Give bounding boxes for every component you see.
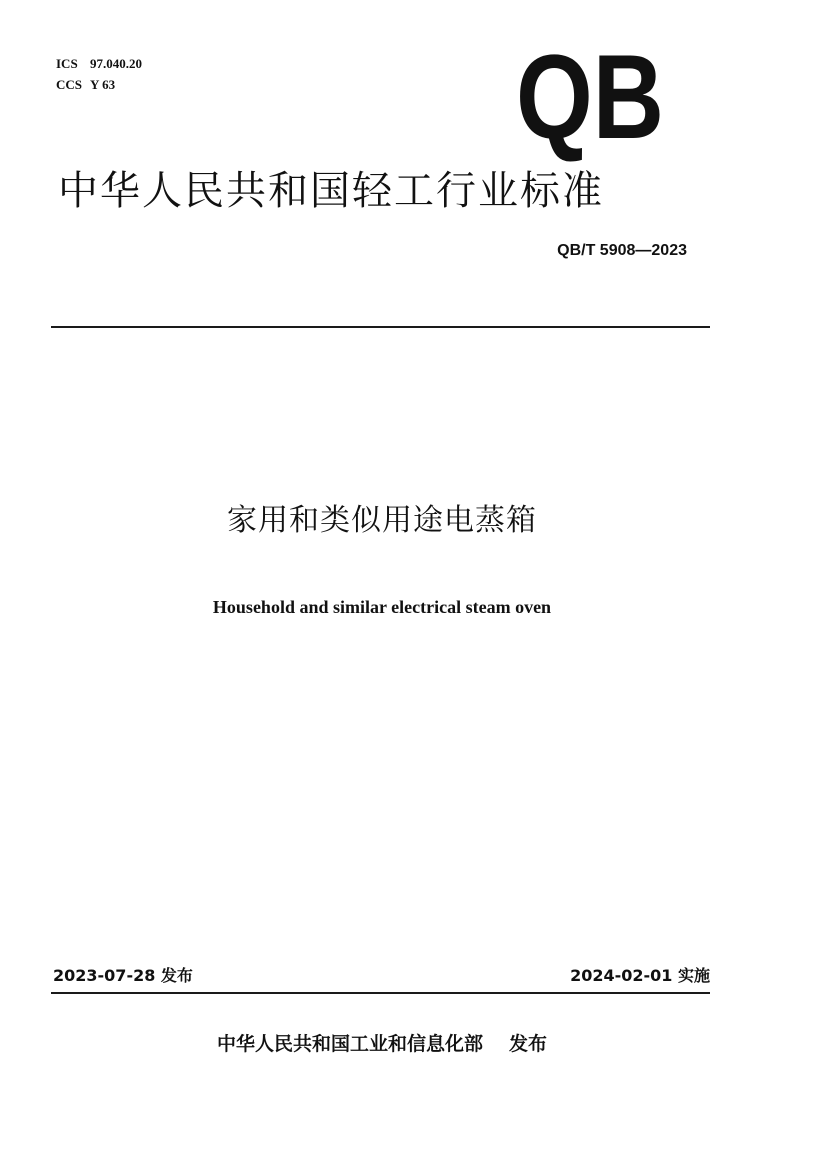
page-title: 中华人民共和国轻工行业标准 <box>58 168 604 214</box>
implementation-date: 2024-02-01 实施 <box>570 966 710 985</box>
issuer-line <box>0 1030 764 1058</box>
qb-logo <box>516 30 664 164</box>
document-title-cn: 家用和类似用途电蒸箱 <box>227 503 537 538</box>
qb-logo-text: QB <box>516 30 664 164</box>
issue-date: 2023-07-28 发布 <box>53 966 193 985</box>
classification-codes <box>56 53 142 95</box>
ics-value: 97.040.20 <box>90 56 142 71</box>
standard-number: QB/T 5908—2023 <box>557 242 687 259</box>
top-divider <box>51 326 710 328</box>
ics-line <box>56 53 142 74</box>
issuer-name: 中华人民共和国工业和信息化部 <box>216 1033 483 1055</box>
ccs-value: Y 63 <box>90 77 116 92</box>
bottom-divider <box>51 992 710 994</box>
issuer-action: 发布 <box>509 1033 548 1055</box>
document-title-en: Household and similar electrical steam oven <box>212 597 552 617</box>
ccs-label: CCS <box>56 77 83 92</box>
ccs-line <box>56 74 142 95</box>
ics-label: ICS <box>56 56 78 71</box>
